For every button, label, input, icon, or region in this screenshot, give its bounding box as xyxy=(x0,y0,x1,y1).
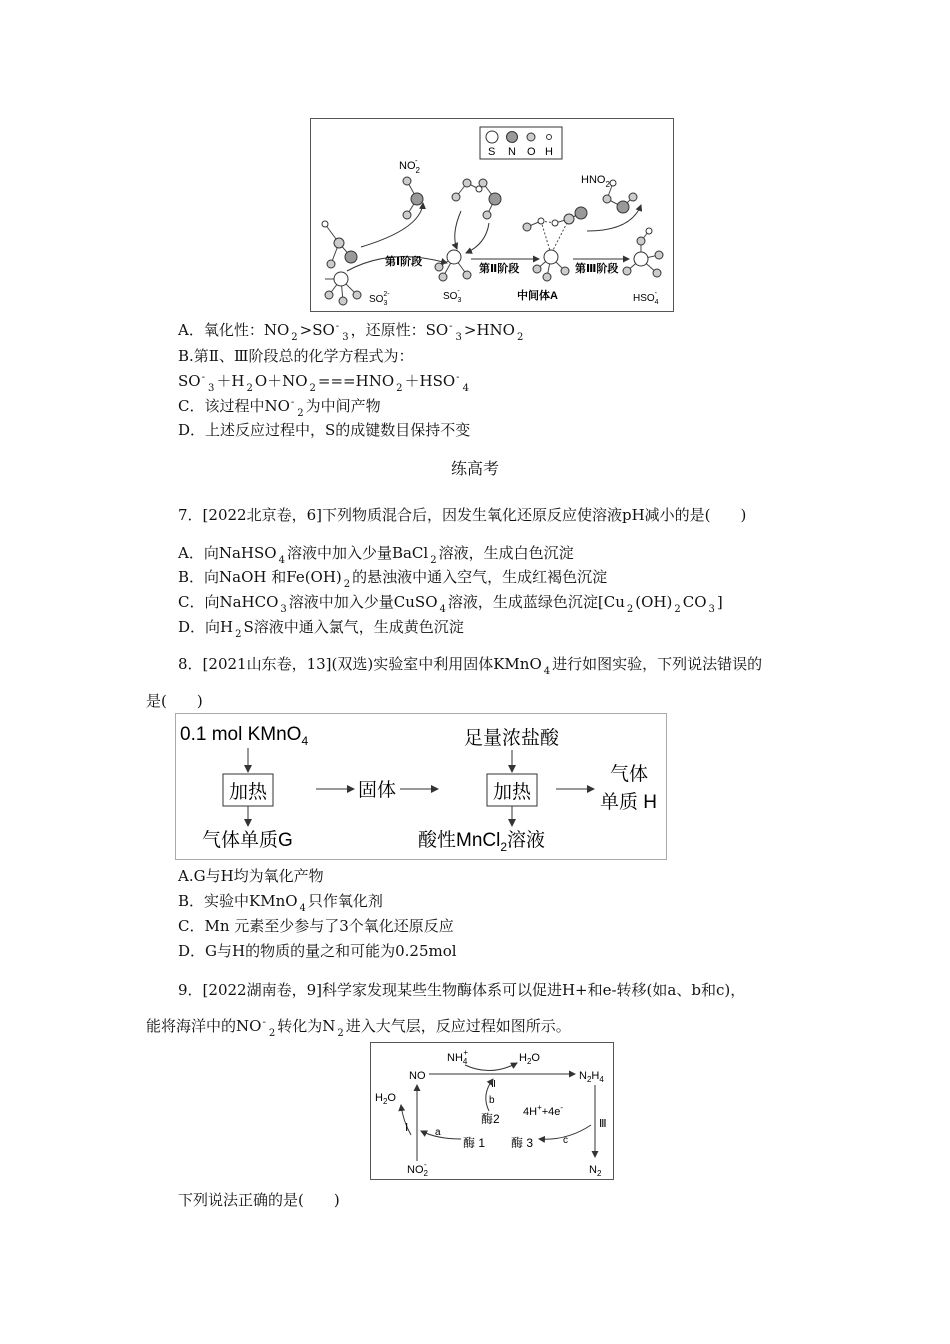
label-hno2: $HNO_2$ xyxy=(581,174,610,189)
label-no2: $NO_2-$ xyxy=(399,156,420,175)
q9-stem-line1: 9．[2022湖南卷，9]科学家发现某些生物酶体系可以促进H+和e-转移(如a、b和c)， xyxy=(178,981,746,999)
no-label: NO xyxy=(409,1070,426,1082)
heat-label-1: 加热 xyxy=(229,782,268,803)
label-stage3: 第Ⅲ阶段 xyxy=(575,263,619,275)
mechanism-figure xyxy=(310,118,674,312)
acid-label: 足量浓盐酸 xyxy=(464,728,560,749)
q6-option-c: C．该过程中$NO^-_2$ 为中间产物 xyxy=(178,397,381,419)
legend-o-atom xyxy=(527,133,535,141)
q6-equation: $SO^-_3 +H$ $_2$ O＋NO $_2$ ===HNO $_2 +HSO^-_4$ xyxy=(178,372,469,394)
n2h4-label: $N_2H_4$ xyxy=(579,1070,604,1084)
mechanism-diagram xyxy=(311,119,673,311)
roman-i: Ⅰ xyxy=(405,1122,409,1134)
roman-ii: Ⅱ xyxy=(491,1079,496,1090)
gas-h-label-1: 气体 xyxy=(610,764,649,785)
legend-h-atom xyxy=(547,135,552,140)
section-title: 练高考 xyxy=(450,459,499,478)
q7-stem: 7．[2022北京卷，6]下列物质混合后，因发生氧化还原反应使溶液pH减小的是( ) xyxy=(178,506,747,524)
label-b: b xyxy=(489,1095,495,1106)
q9-stem-line2: 能将海洋中的$NO^-_2$ 转化为N $_2$ 进入大气层，反应过程如图所示。 xyxy=(146,1017,571,1039)
mncl2-label: 酸性MnCl$_2$溶液 xyxy=(418,830,546,854)
gas-h-label-2: 单质 H xyxy=(600,792,658,813)
q6-option-b: B.第Ⅱ、Ⅲ阶段总的化学方程式为： xyxy=(178,347,414,365)
enzyme-1-label: 酶 1 xyxy=(463,1136,486,1150)
gas-g-label: 气体单质G xyxy=(202,830,293,851)
legend-n: N xyxy=(508,146,516,158)
label-so3: $SO_3-$ xyxy=(443,288,462,304)
h2o-left-label: $H_2O$ xyxy=(375,1092,396,1106)
roman-iii: Ⅲ xyxy=(599,1118,607,1130)
enzyme-cycle-diagram xyxy=(371,1043,613,1179)
label-so3-2: $SO_32-$ xyxy=(369,291,390,307)
q8-option-b: B．实验中KMnO $_4$ 只作氧化剂 xyxy=(178,892,383,914)
legend-s-atom xyxy=(486,131,498,143)
q8-stem-line2: 是( ) xyxy=(146,692,203,710)
legend-h: H xyxy=(545,146,553,158)
label-intermediate: 中间体A xyxy=(517,290,558,302)
q8-option-c: C．Mn 元素至少参与了3个氧化还原反应 xyxy=(178,917,454,935)
atom-n xyxy=(411,193,423,205)
legend-o: O xyxy=(527,146,536,158)
h2o-top-label: $H_2O$ xyxy=(519,1052,540,1066)
nh4-label: $NH_4+$ xyxy=(447,1048,469,1066)
label-stage2: 第Ⅱ阶段 xyxy=(479,263,520,275)
q7-option-d: D．向H $_2$ S溶液中通入氯气，生成黄色沉淀 xyxy=(178,618,464,640)
legend-n-atom xyxy=(507,132,518,143)
label-stage1: 第Ⅰ阶段 xyxy=(385,256,423,268)
q8-stem-line1: 8．[2021山东卷，13](双选)实验室中利用固体KMnO $_4$ 进行如图实验，下列说法错误的 xyxy=(178,655,763,677)
n2-label: $N_2$ xyxy=(589,1164,602,1178)
label-a: a xyxy=(435,1127,441,1138)
q9-question: 下列说法正确的是( ) xyxy=(178,1191,340,1209)
q7-option-b: B．向NaOH 和Fe(OH) $_2$ 的悬浊液中通入空气，生成红褐色沉淀 xyxy=(178,568,608,590)
enzyme-2-label: 酶2 xyxy=(481,1112,500,1126)
q8-option-d: D．G与H的物质的量之和可能为0.25mol xyxy=(178,942,457,960)
q8-option-a: A.G与H均为氧化产物 xyxy=(178,867,324,885)
q7-option-a: A．向NaHSO $_4$ 溶液中加入少量BaCl $_2$ 溶液，生成白色沉淀 xyxy=(178,544,574,566)
kmno4-flow-figure xyxy=(175,713,667,860)
q6-option-d: D．上述反应过程中，S的成键数目保持不变 xyxy=(178,421,471,439)
label-c: c xyxy=(563,1135,568,1146)
flow-start-label: 0.1 mol KMnO$_4$ xyxy=(180,724,309,748)
no2-label: $NO_2-$ xyxy=(407,1160,428,1178)
q6-option-a: A．氧化性：NO $_2 >SO^-_3$ ，还原性：$SO^-_3 >HNO$ $_2$ xyxy=(178,321,524,343)
kmno4-flow-diagram xyxy=(176,714,666,859)
enzyme-cycle-figure xyxy=(370,1042,614,1180)
q7-option-c: C．向NaHCO $_3$ 溶液中加入少量CuSO $_4$ 溶液，生成蓝绿色沉淀[Cu $_2$ (OH) $_2$ CO $_3$ ] xyxy=(178,593,723,615)
solid-label: 固体 xyxy=(358,780,397,801)
heat-label-2: 加热 xyxy=(493,782,532,803)
legend-s: S xyxy=(488,146,496,158)
label-hso4: $HSO_4-$ xyxy=(633,290,659,306)
proton-electron-label: 4H++4e- xyxy=(523,1103,564,1118)
enzyme-3-label: 酶 3 xyxy=(511,1136,534,1150)
